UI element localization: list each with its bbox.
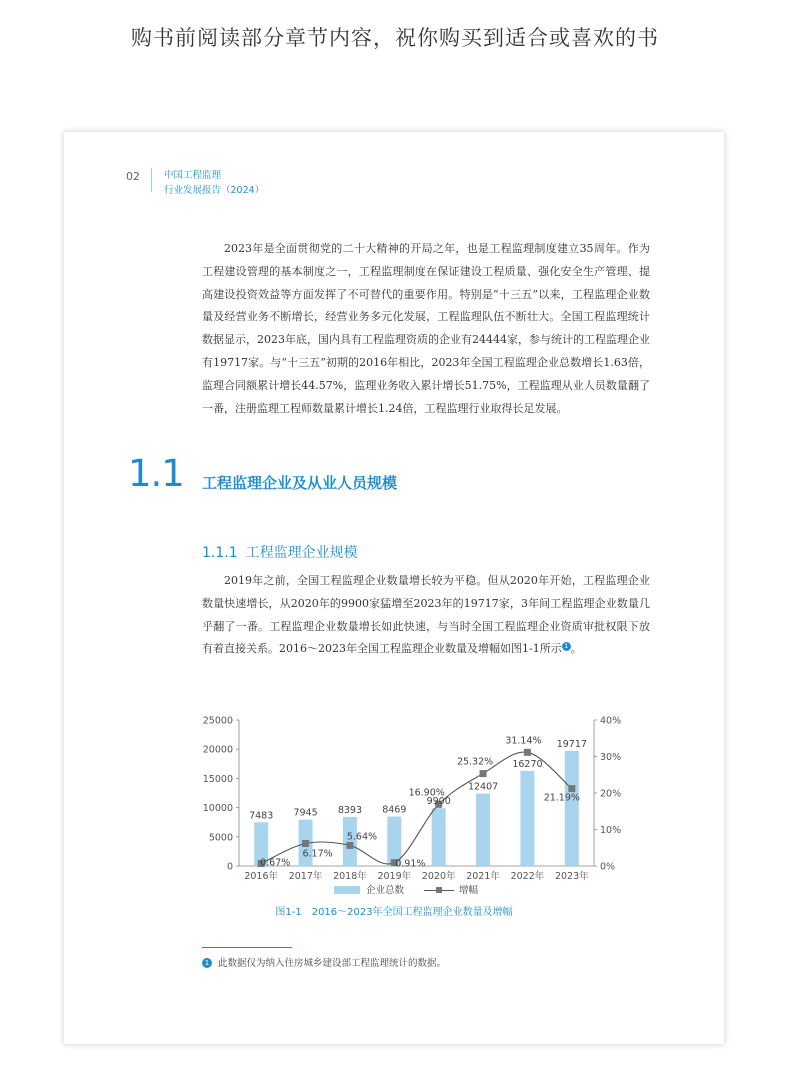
y-left-tick-label: 0 [226,861,233,873]
growth-data-label: 0.91% [395,858,426,870]
legend-line [424,882,478,896]
bar-data-label: 16270 [512,758,543,770]
growth-point [302,840,309,847]
x-tick-label: 2019年 [377,871,412,880]
bar-data-label: 7945 [293,807,318,819]
footnote [202,955,446,969]
legend-bar-label: 企业总数 [366,885,405,896]
growth-data-label: 0.67% [260,857,291,869]
growth-point [480,770,487,777]
y-left-tick-label: 25000 [202,715,233,727]
x-tick-label: 2020年 [421,871,456,880]
footnote-divider [202,947,292,948]
subsection-heading [202,542,358,562]
x-tick-label: 2023年 [554,871,589,880]
y-left-tick-label: 10000 [202,803,233,815]
growth-data-label: 21.19% [543,792,580,804]
bar-data-label: 19717 [556,738,587,750]
y-right-tick-label: 0% [600,861,616,873]
x-tick-label: 2017年 [288,871,323,880]
y-right-tick-label: 10% [600,825,622,836]
bar-data-label: 9900 [426,796,451,808]
legend-bar [334,882,404,896]
bar-data-label: 8469 [382,804,407,816]
growth-data-label: 16.90% [408,787,445,799]
growth-point [568,785,575,792]
legend-line-swatch [424,886,454,894]
subsection-paragraph-text: 2019年之前，全国工程监理企业数量增长较为平稳。但从2020年开始，工程监理企业数量快速增长，从2020年的9900家猛增至2023年的19717家，3年间工程监理企业数量几乎翻了一番。工程监理企业数量增长如此快速，与当时全国工程监理企业资质审批权限下放有着直接关系。2016～2023年全国工程监理企业数量及增幅如图1-1所示 [202,574,650,656]
bar [520,771,534,866]
bar [432,808,446,866]
enterprise-count-chart [194,710,634,880]
subsection-number: 1.1.1 [202,545,238,561]
x-tick-label: 2022年 [510,871,545,880]
y-left-tick-label: 15000 [202,773,233,785]
subsection-title: 工程监理企业规模 [245,545,358,561]
x-tick-label: 2016年 [244,871,279,880]
bar [476,794,490,866]
subsection-paragraph-end: 。 [570,642,582,656]
y-right-tick-label: 30% [600,752,622,763]
bar-data-label: 12407 [467,781,499,793]
footnote-text: 此数据仅为纳入住房城乡建设部工程监理统计的数据。 [218,958,447,969]
y-left-tick-label: 20000 [202,744,233,756]
growth-data-label: 25.32% [456,756,494,768]
footnote-badge: 1 [202,958,212,968]
legend-bar-swatch [334,886,360,894]
header-divider [151,168,152,192]
subsection-paragraph [202,570,650,661]
x-tick-label: 2018年 [333,871,367,880]
bar [565,751,579,866]
running-header-line1: 中国工程监理 [164,170,222,181]
bar-data-label: 8393 [337,804,363,816]
y-right-tick-label: 40% [600,715,622,727]
running-header-line2: 行业发展报告（2024） [164,185,265,196]
figure-caption: 图1-1 2016～2023年全国工程监理企业数量及增幅 [275,907,513,918]
growth-data-label: 6.17% [302,848,333,860]
growth-point [524,749,531,756]
y-left-tick-label: 5000 [208,832,233,844]
footnote-ref-marker[interactable]: 1 [562,642,571,651]
book-page [64,132,724,1044]
y-right-tick-label: 20% [600,788,622,800]
banner-text: 购书前阅读部分章节内容，祝你购买到适合或喜欢的书 [131,26,659,50]
page-number: 02 [126,170,140,183]
intro-paragraph: 2023年是全面贯彻党的二十大精神的开局之年，也是工程监理制度建立35周年。作为工程建设管理的基本制度之一，工程监理制度在保证建设工程质量、强化安全生产管理、提高建设投资效益等方面发挥了不可替代的重要作用。特别是“十三五”以来，工程监理企业数量及经营业务不断增长，经营业务多元化发展，工程监理队伍不断壮大。全国工程监理统计数据显示，2023年底，国内具有工程监理资质的企业有24444家，参与统计的工程监理企业有19717家。与“十三五”初期的2016年相比，2023年全国工程监理企业总数增长1.63倍，监理合同额累计增长44.57%，监理业务收入累计增长51.75%，工程监理从业人员数量翻了一番，注册监理工程师数量累计增长1.24倍，工程监理行业取得长足发展。 [202,242,650,415]
bar-data-label: 7483 [249,810,274,822]
legend-line-label: 增幅 [459,885,479,896]
x-tick-label: 2021年 [466,871,500,880]
growth-data-label: 31.14% [505,735,542,747]
growth-data-label: 5.64% [346,831,378,843]
section-number: 1.1 [128,452,184,495]
growth-point [346,842,353,849]
section-title: 工程监理企业及从业人员规模 [202,474,398,492]
